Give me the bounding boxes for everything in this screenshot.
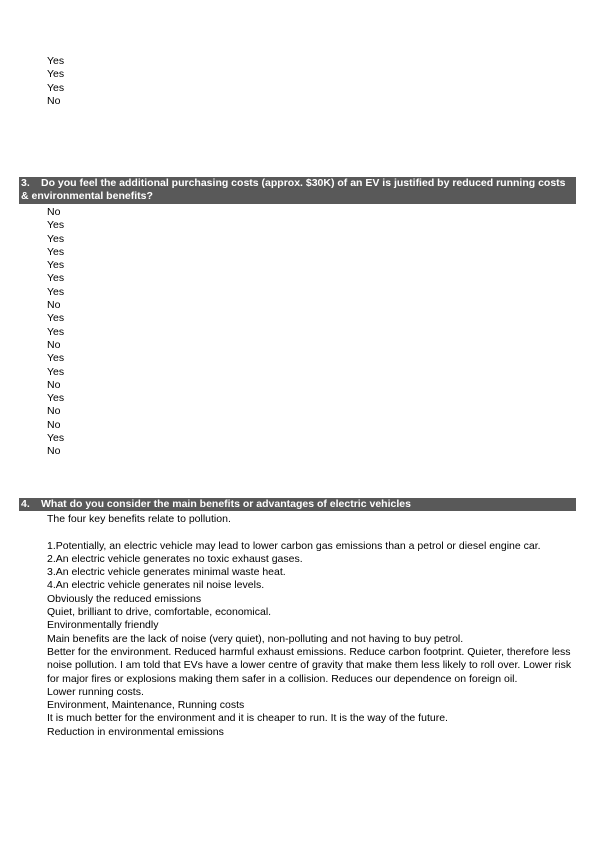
numbered-benefit: 3.An electric vehicle generates minimal waste heat.: [47, 566, 286, 579]
response-item: Environment, Maintenance, Running costs: [47, 699, 245, 712]
answer-item: No: [47, 445, 61, 458]
question-text: Do you feel the additional purchasing costs (approx. $30K) of an EV is justified by reduced running costs & environmental benefits?: [21, 177, 566, 203]
answer-item: No: [47, 405, 61, 418]
response-item: Environmentally friendly: [47, 619, 159, 632]
answer-item: Yes: [47, 245, 65, 258]
answer-item: Yes: [47, 392, 65, 405]
numbered-benefit: 4.An electric vehicle generates nil noise levels.: [47, 579, 265, 592]
response-item: It is much better for the environment and it is cheaper to run. It is the way of the future.: [47, 712, 448, 725]
question-3-answer-list: [47, 206, 64, 459]
response-item: Better for the environment. Reduced harmful exhaust emissions. Reduce carbon footprint. Quieter, therefore less noise pollution. I am told that EVs have a lower centre of gravity that make them less likely to roll over. Lower risk for major fires or explosions making them safer in a collision. Reduces our dependence on foreign oil.: [47, 645, 572, 685]
answer-item: No: [47, 94, 61, 107]
question-number: 4.: [21, 498, 30, 510]
answer-item: No: [47, 299, 61, 312]
top-answer-list: [47, 55, 64, 108]
answer-item: Yes: [47, 312, 65, 325]
response-item: Lower running costs.: [47, 685, 144, 698]
answer-item: Yes: [47, 272, 65, 285]
response-intro: The four key benefits relate to pollution.: [47, 513, 231, 525]
answer-item: No: [47, 206, 61, 218]
answer-item: Yes: [47, 232, 65, 245]
answer-item: Yes: [47, 68, 65, 81]
question-text: What do you consider the main benefits or advantages of electric vehicles: [41, 498, 411, 510]
answer-item: Yes: [47, 325, 65, 338]
answer-item: Yes: [47, 259, 65, 272]
answer-item: Yes: [47, 365, 65, 378]
numbered-benefit: 1.Potentially, an electric vehicle may lead to lower carbon gas emissions than a petrol or diesel engine car.: [47, 539, 541, 552]
question-3-header: [19, 177, 576, 204]
answer-item: Yes: [47, 352, 65, 365]
paragraph-gap: [47, 526, 577, 539]
answer-item: Yes: [47, 81, 65, 94]
question-number: 3.: [21, 177, 30, 189]
answer-item: Yes: [47, 55, 65, 67]
answer-item: Yes: [47, 285, 65, 298]
answer-item: Yes: [47, 432, 65, 445]
answer-item: Yes: [47, 219, 65, 232]
answer-item: No: [47, 338, 61, 351]
response-item: Quiet, brilliant to drive, comfortable, economical.: [47, 606, 272, 619]
answer-item: No: [47, 418, 61, 431]
answer-item: No: [47, 378, 61, 391]
question-4-answers: [47, 513, 577, 739]
response-item: Main benefits are the lack of noise (very quiet), non-polluting and not having to buy petrol.: [47, 632, 464, 645]
response-item: Obviously the reduced emissions: [47, 592, 202, 605]
response-item: Reduction in environmental emissions: [47, 725, 224, 738]
question-4-header: [19, 498, 576, 511]
numbered-benefit: 2.An electric vehicle generates no toxic exhaust gases.: [47, 552, 303, 565]
